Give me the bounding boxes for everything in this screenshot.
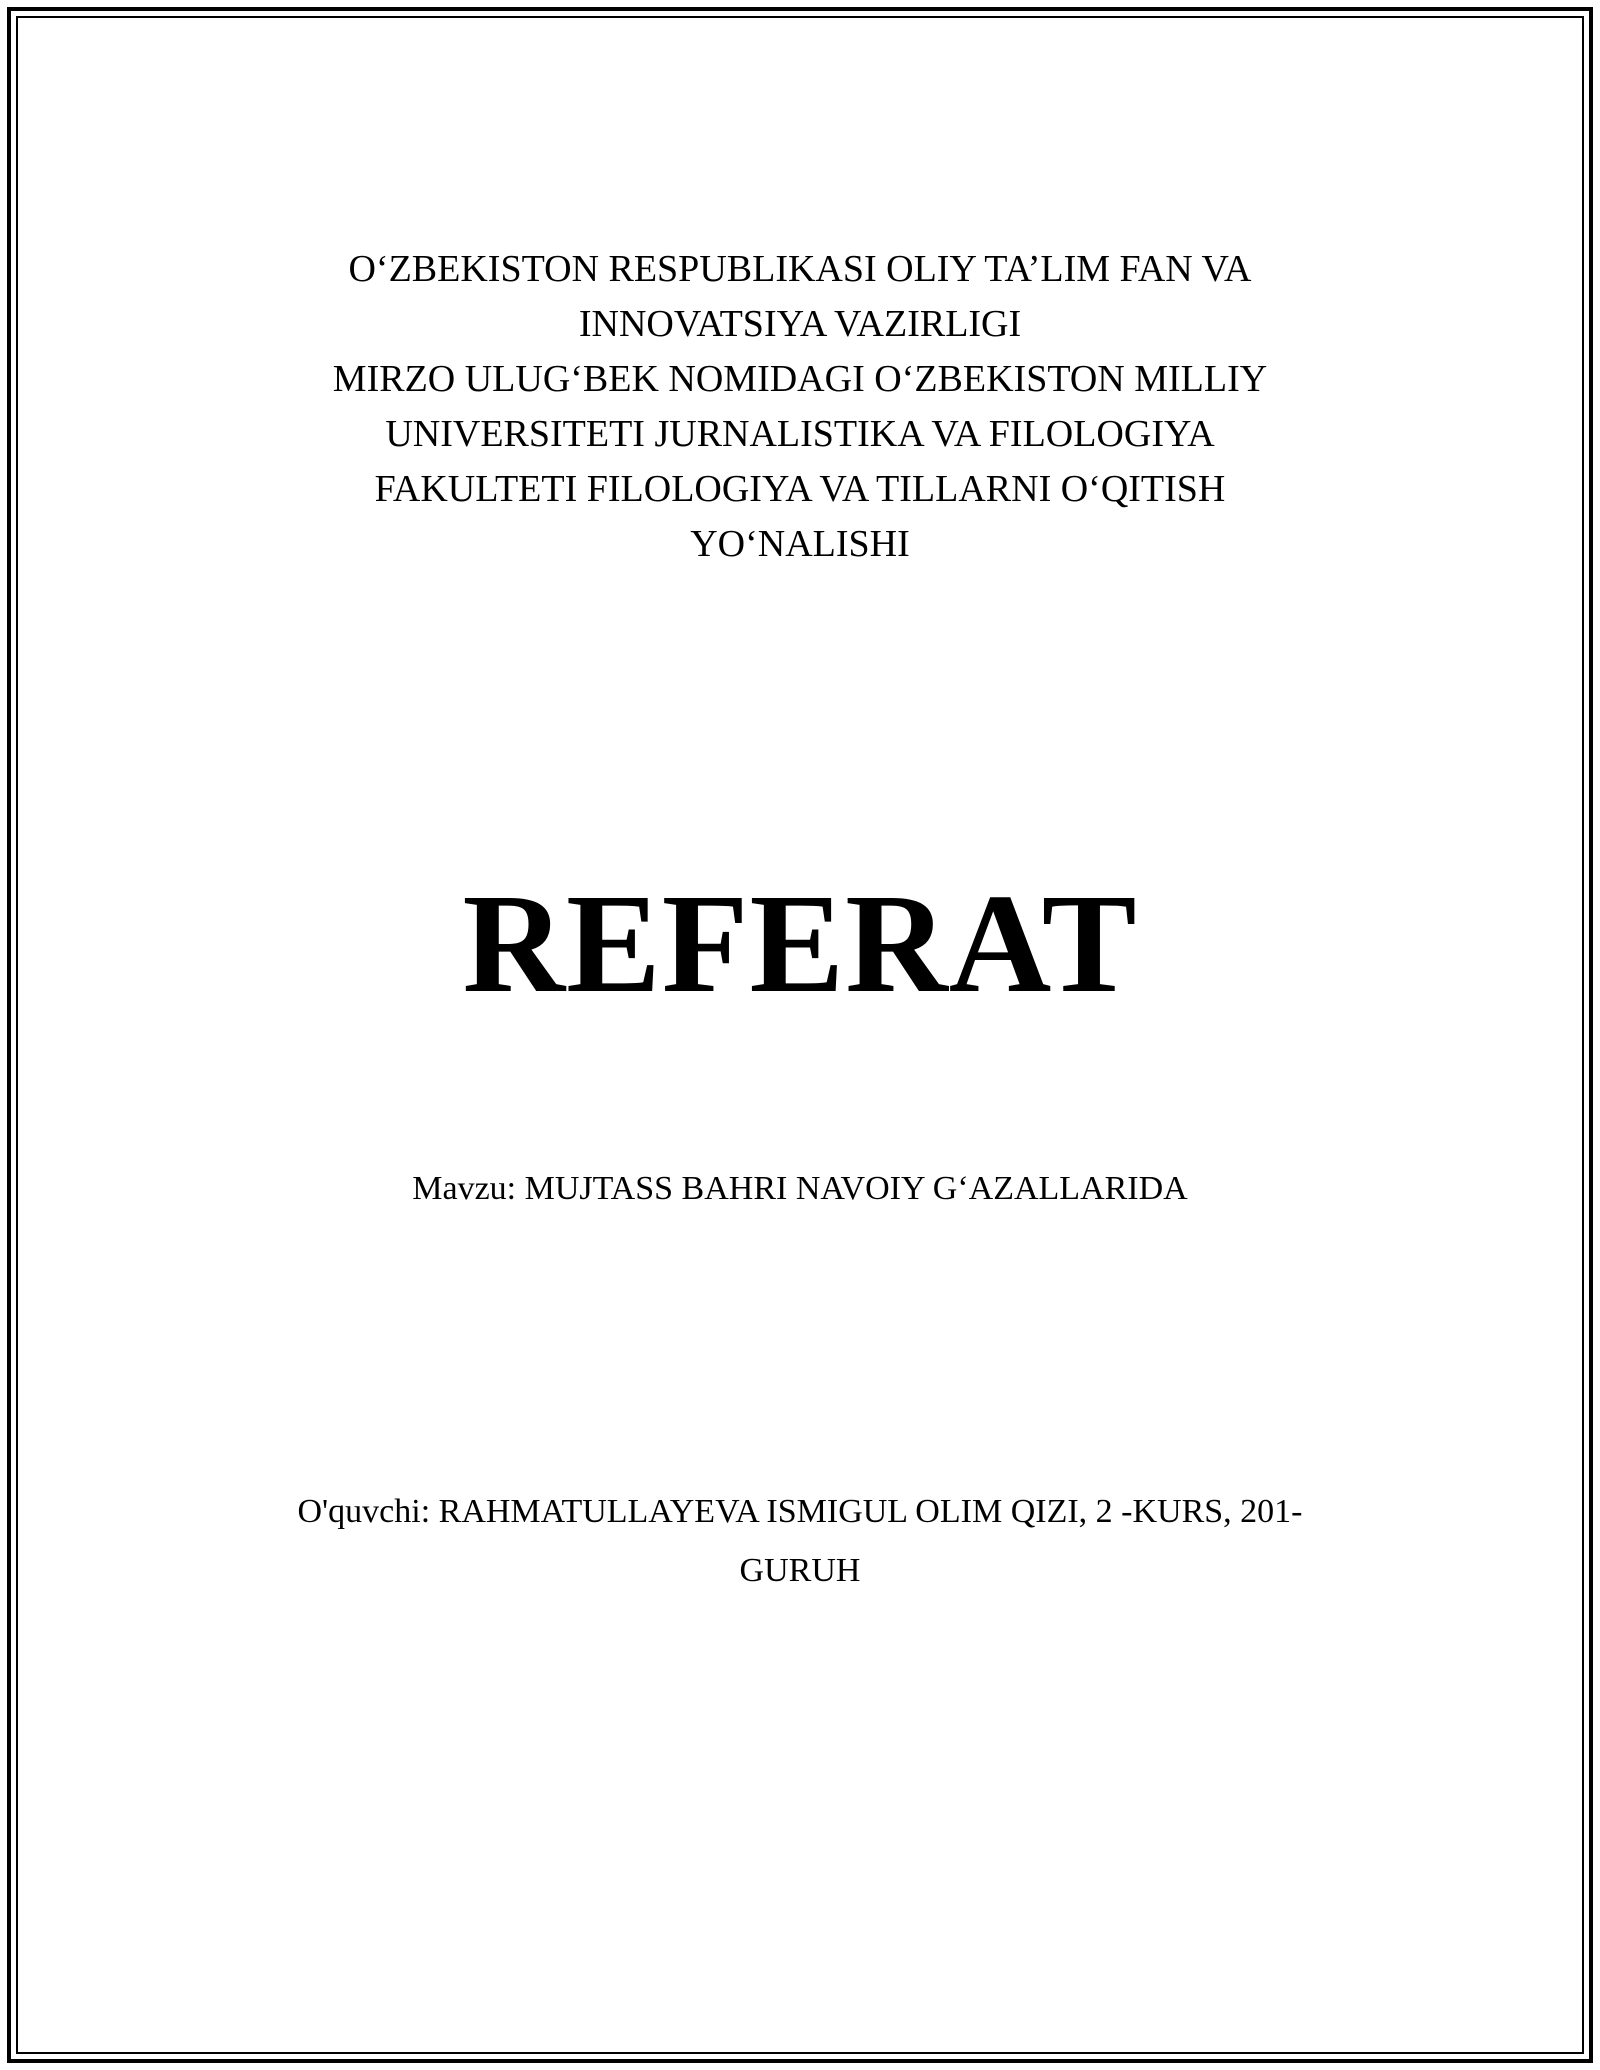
subject-line: Mavzu: MUJTASS BAHRI NAVOIY G‘AZALLARIDA bbox=[412, 1170, 1188, 1207]
student-line: GURUH bbox=[739, 1552, 861, 1589]
header-line: MIRZO ULUG‘BEK NOMIDAGI O‘ZBEKISTON MILLIY bbox=[332, 358, 1268, 400]
header-line: UNIVERSITETI JURNALISTIKA VA FILOLOGIYA bbox=[385, 413, 1215, 455]
student-line: O'quvchi: RAHMATULLAYEVA ISMIGUL OLIM QIZI, 2 -KURS, 201- bbox=[297, 1493, 1303, 1530]
institution-header bbox=[200, 242, 1400, 572]
student-info bbox=[200, 1482, 1400, 1600]
header-line: INNOVATSIYA VAZIRLIGI bbox=[578, 303, 1022, 345]
header-line: YO‘NALISHI bbox=[690, 523, 910, 565]
header-line: FAKULTETI FILOLOGIYA VA TILLARNI O‘QITISH bbox=[374, 468, 1226, 510]
header-line: O‘ZBEKISTON RESPUBLIKASI OLIY TA’LIM FAN VA bbox=[348, 248, 1252, 290]
document-title: REFERAT bbox=[462, 864, 1138, 1022]
